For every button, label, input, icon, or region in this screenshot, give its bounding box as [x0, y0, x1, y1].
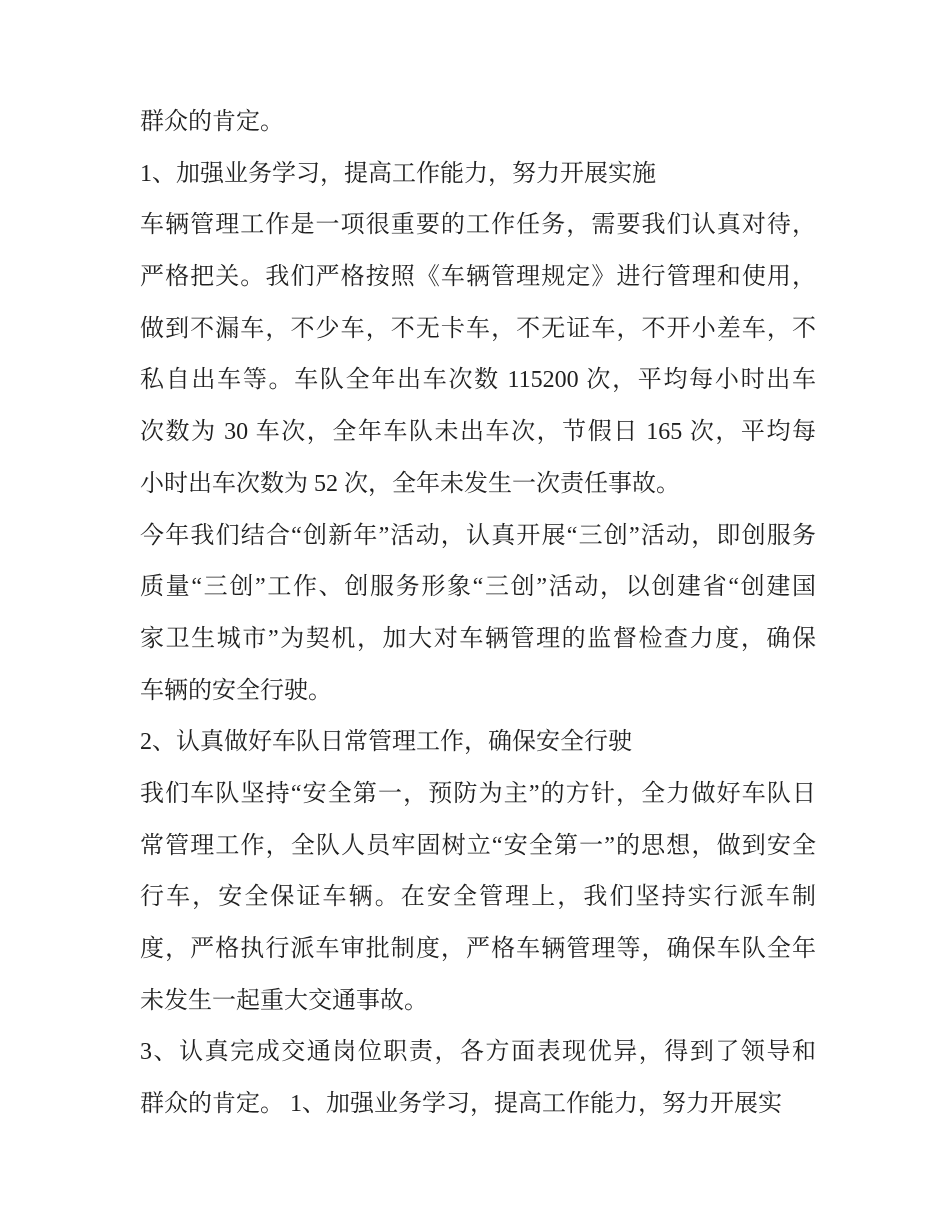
text-line-6: 私自出车等。车队全年出车次数 115200 次，平均每小时出车: [140, 367, 816, 394]
text-line-10: 质量“三创”工作、创服务形象“三创”活动，以创建省“创建国: [140, 574, 816, 601]
text-line-12: 车辆的安全行驶。: [140, 677, 332, 704]
text-line-3: 车辆管理工作是一项很重要的工作任务，需要我们认真对待，: [140, 212, 816, 239]
document-text-block: [140, 97, 816, 1131]
text-line-14: 我们车队坚持“安全第一，预防为主”的方针，全力做好车队日: [140, 780, 816, 807]
text-line-20: 群众的肯定。 1、加强业务学习，提高工作能力，努力开展实: [140, 1091, 782, 1118]
text-line-7: 次数为 30 车次，全年车队未出车次，节假日 165 次，平均每: [140, 419, 816, 446]
text-line-19: 3、认真完成交通岗位职责，各方面表现优异，得到了领导和: [140, 1039, 816, 1066]
text-line-18: 未发生一起重大交通事故。: [140, 987, 428, 1014]
text-line-11: 家卫生城市”为契机，加大对车辆管理的监督检查力度，确保: [140, 625, 816, 652]
text-line-8: 小时出车次数为 52 次，全年未发生一次责任事故。: [140, 470, 680, 497]
text-line-4: 严格把关。我们严格按照《车辆管理规定》进行管理和使用，: [140, 264, 816, 291]
text-line-1: 群众的肯定。: [140, 109, 284, 135]
text-line-5: 做到不漏车，不少车，不无卡车，不无证车，不开小差车，不: [140, 315, 816, 342]
text-line-13: 2、认真做好车队日常管理工作，确保安全行驶: [140, 729, 632, 756]
text-line-16: 行车，安全保证车辆。在安全管理上，我们坚持实行派车制: [140, 884, 816, 911]
text-line-17: 度，严格执行派车审批制度，严格车辆管理等，确保车队全年: [140, 936, 816, 962]
text-line-2: 1、加强业务学习，提高工作能力，努力开展实施: [140, 160, 656, 187]
text-line-9: 今年我们结合“创新年”活动，认真开展“三创”活动，即创服务: [140, 522, 816, 549]
text-line-15: 常管理工作，全队人员牢固树立“安全第一”的思想，做到安全: [140, 832, 816, 859]
